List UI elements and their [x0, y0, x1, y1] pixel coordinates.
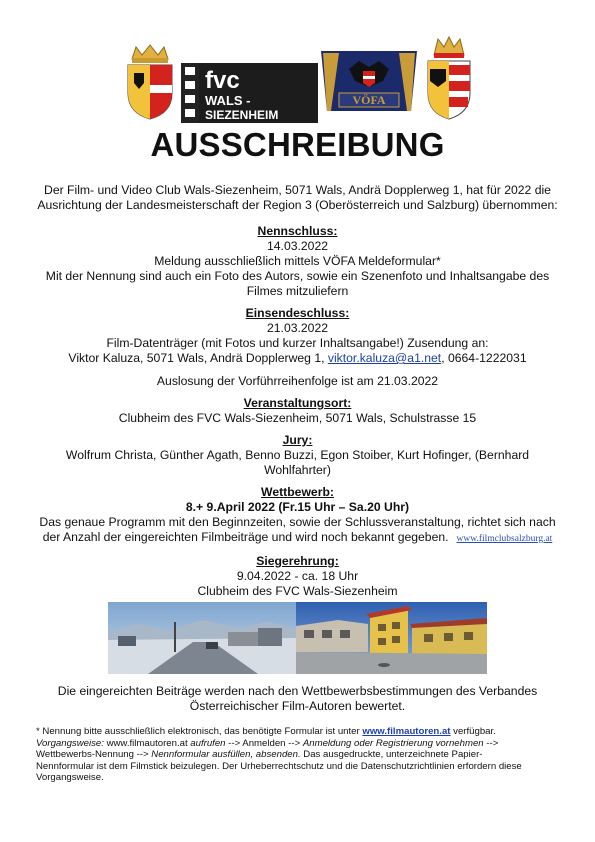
logo-row [0, 35, 595, 123]
closing-line2: Österreichischer Film-Autoren bewertet. [189, 699, 406, 713]
footnote-line1-end: verfügbar. [450, 726, 496, 737]
address-text: Viktor Kaluza, 5071 Wals, Andrä Dopplerweg 1, [68, 351, 328, 365]
fvc-wals-siezenheim-logo [181, 63, 318, 123]
venue-panorama-image [108, 602, 487, 674]
nennschluss-line3: Filmes mitzuliefern [246, 284, 349, 298]
procedure-step4: Wettbewerbs-Nennung --> [36, 749, 152, 761]
section-nennschluss [20, 224, 575, 299]
fvc-line1-text: WALS - [205, 93, 251, 108]
fvc-line2-text: SIEZENHEIM [205, 108, 279, 122]
nennschluss-date: 14.03.2022 [267, 239, 328, 253]
intro-line2: Ausrichtung der Landesmeisterschaft der Region 3 (Oberösterreich und Salzburg) übernommen: [37, 198, 558, 212]
section-wettbewerb [20, 485, 575, 547]
procedure-step3: Anmeldung oder Registrierung vornehmen [302, 737, 484, 749]
procedure-label: Vorgangsweise: [36, 737, 104, 749]
footnote-line4: Nennformular ist dem Filmstick beizulegen. Der Urheberrechtschutz und die Datenschutzrichtlinien erfordern diese [36, 760, 522, 772]
procedure-step2: --> Anmelden --> [225, 737, 303, 749]
wettbewerb-line2-text: der Anzahl der eingereichten Filmbeiträge und wird noch bekannt gegeben. [42, 530, 449, 544]
wettbewerb-line1: Das genaue Programm mit den Beginnzeiten, sowie der Schlussveranstaltung, richtet sich nach [39, 515, 556, 529]
einsendeschluss-heading: Einsendeschluss: [245, 306, 350, 320]
procedure-step1: aufrufen [190, 737, 226, 749]
fvc-brand-text: fvc [205, 67, 240, 94]
footnote-line3 [36, 749, 558, 761]
jury-heading: Jury: [282, 433, 313, 447]
footnote-line2 [36, 738, 558, 750]
siegerehrung-place: Clubheim des FVC Wals-Siezenheim [197, 584, 398, 598]
section-einsendeschluss [20, 306, 575, 366]
wettbewerb-dates: 8.+ 9.April 2022 (Fr.15 Uhr – Sa.20 Uhr) [185, 500, 410, 514]
salzburg-coat-of-arms-logo [124, 43, 176, 121]
procedure-url: www.filmautoren.at [103, 737, 191, 749]
vofa-logo [319, 41, 419, 119]
footnote [36, 726, 558, 784]
page-title: AUSSCHREIBUNG [150, 126, 445, 163]
veranstaltungsort-text: Clubheim des FVC Wals-Siezenheim, 5071 Wals, Schulstrasse 15 [118, 411, 477, 425]
veranstaltungsort-heading: Veranstaltungsort: [243, 396, 352, 410]
einsendeschluss-line1: Film-Datenträger (mit Fotos und kurzer Inhaltsangabe!) Zusendung an: [106, 336, 489, 350]
nennschluss-line1: Meldung ausschließlich mittels VÖFA Meldeformular* [154, 254, 441, 268]
section-jury [20, 433, 575, 478]
footnote-line1-text: * Nennung bitte ausschließlich elektronisch, das benötigte Formular ist unter [36, 726, 363, 737]
nennschluss-line2: Mit der Nennung sind auch ein Foto des Autors, sowie ein Szenenfoto und Inhaltsangabe des [45, 269, 550, 283]
section-siegerehrung [20, 554, 575, 599]
section-veranstaltungsort [20, 396, 575, 426]
closing-text [20, 684, 575, 714]
jury-line2: Wohlfahrter) [264, 463, 331, 477]
announcement-body [20, 183, 575, 599]
venue-photo-strip [108, 602, 487, 674]
email-link[interactable]: viktor.kaluza@a1.net [327, 351, 442, 365]
website-link[interactable]: www.filmclubsalzburg.at [456, 534, 553, 544]
filmautoren-link[interactable]: www.filmautoren.at [362, 726, 451, 737]
auslosung-text: Auslosung der Vorführreihenfolge ist am 21.03.2022 [156, 374, 439, 388]
closing-line1: Die eingereichten Beiträge werden nach den Wettbewerbsbestimmungen des Verbandes [57, 684, 538, 698]
wettbewerb-heading: Wettbewerb: [261, 485, 334, 499]
einsendeschluss-date: 21.03.2022 [267, 321, 328, 335]
wettbewerb-line2 [20, 530, 575, 547]
phone-text: , 0664-1222031 [441, 351, 527, 365]
jury-line1: Wolfrum Christa, Günther Agath, Benno Buzzi, Egon Stoiber, Kurt Hofinger, (Bernhard [65, 448, 530, 462]
procedure-step5: Nennformular ausfüllen, absenden. [151, 749, 301, 761]
procedure-arrow: --> [483, 737, 499, 749]
footnote-line1 [36, 726, 558, 738]
upper-austria-coat-of-arms-logo [424, 35, 474, 121]
procedure-note: Das ausgedruckte, unterzeichnete Papier- [300, 749, 483, 761]
siegerehrung-heading: Siegerehrung: [256, 554, 339, 568]
nennschluss-heading: Nennschluss: [257, 224, 338, 238]
intro-line1: Der Film- und Video Club Wals-Siezenheim, 5071 Wals, Andrä Dopplerweg 1, hat für 2022 die [44, 183, 551, 197]
siegerehrung-date: 9.04.2022 - ca. 18 Uhr [236, 569, 359, 583]
footnote-line5: Vorgangsweise. [36, 772, 104, 784]
vofa-text: VÖFA [352, 93, 386, 107]
einsendeschluss-address [20, 351, 575, 366]
